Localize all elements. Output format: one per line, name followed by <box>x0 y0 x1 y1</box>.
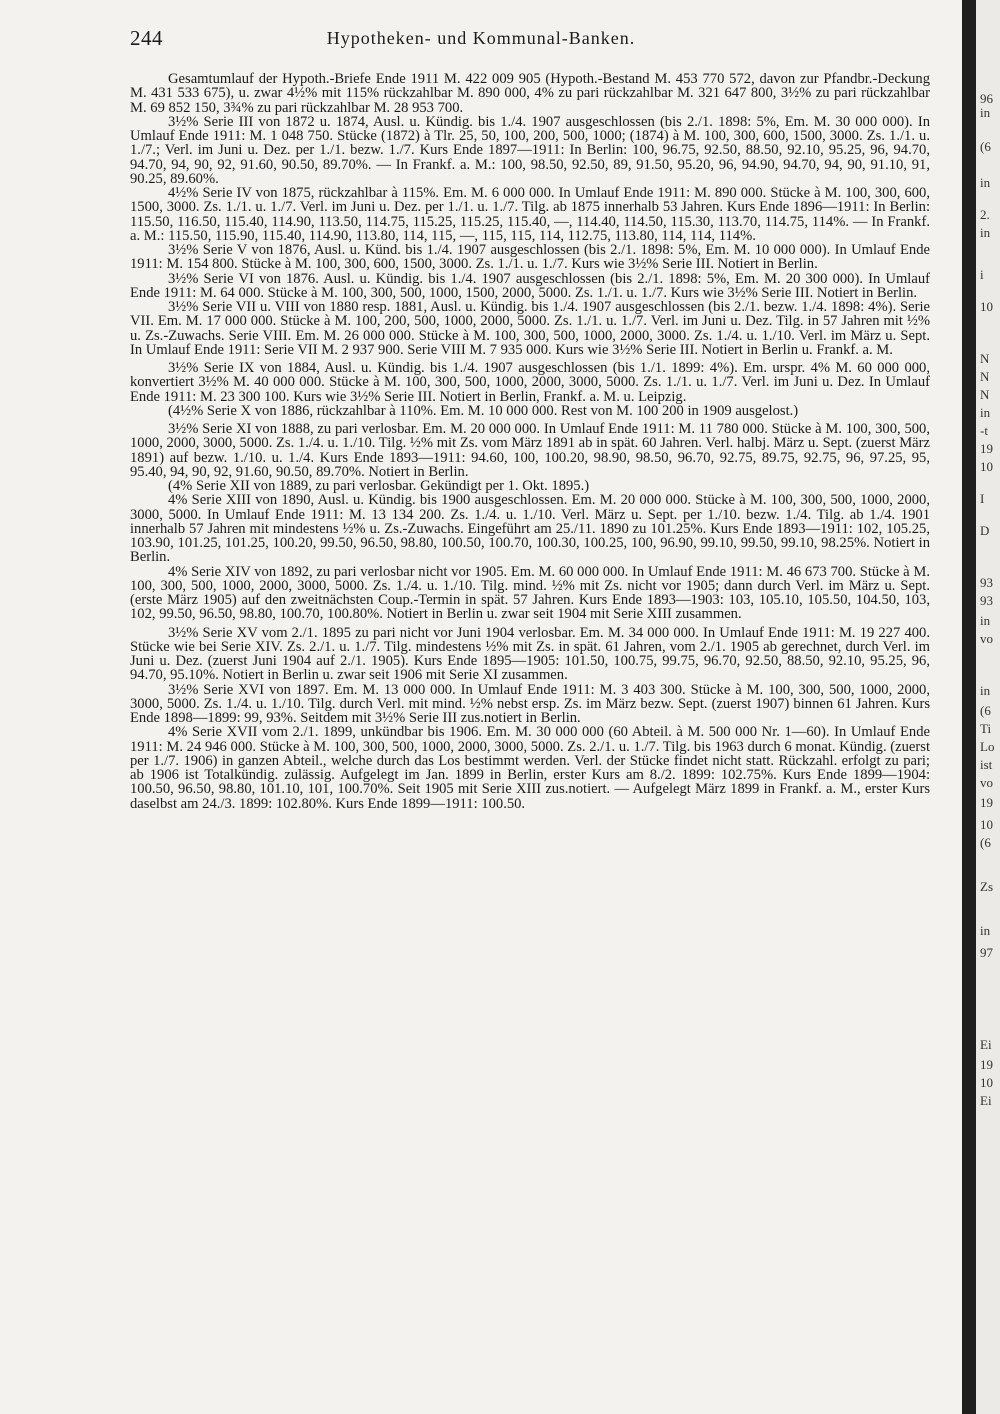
adjacent-page-fragment: Zs <box>980 879 993 894</box>
paragraph-serie-xvi: 3½% Serie XVI von 1897. Em. M. 13 000 000. In Umlauf Ende 1911: M. 3 403 300. Stücke à M. 100, 300, 500, 1000, 2000, 3000, 5000. Zs. 1./4. u. 1./10. Tilg. durch Verl. mit mind. ½% nebst ersp. Zs. im März bezw. Sept. (zuerst 1907) binnen 61 Jahren. Kurs Ende 1898—1899: 99, 93%. Seitdem mit 3½% Serie III zus.notiert in Berlin. <box>130 681 930 726</box>
adjacent-page-fragment: in <box>980 105 991 120</box>
adjacent-page-fragment: (6 <box>980 139 991 154</box>
page-number: 244 <box>130 26 163 50</box>
adjacent-page-fragment: N <box>980 387 990 402</box>
adjacent-page-fragment: 2. <box>980 207 990 222</box>
paragraph-serie-xv: 3½% Serie XV vom 2./1. 1895 zu pari nicht vor Juni 1904 verlosbar. Em. M. 34 000 000. In Umlauf Ende 1911: M. 19 227 400. Stücke wie bei Serie XIV. Zs. 2./1. u. 1./7. Tilg. mindestens ½% mit Zs. in spät. 61 Jahren, vom 2./1. 1905 ab gerechnet, durch Verl. im Juni u. Dez. (zuerst Juni 1904 auf 2./1. 1905). Kurs Ende 1895—1905: 101.50, 100.75, 99.75, 96.70, 92.50, 88.50, 92.10, 95.25, 96, 94.70, 95.10%. Notiert in Berlin u. zwar seit 1906 mit Serie XI zusammen. <box>130 624 930 684</box>
adjacent-page-fragment: i <box>980 267 984 282</box>
book-gutter <box>962 0 976 1414</box>
paragraph-serie-xiii: 4% Serie XIII von 1890, Ausl. u. Kündig. bis 1900 ausgeschlossen. Em. M. 20 000 000. Stücke à M. 100, 300, 500, 1000, 2000, 3000, 5000. In Umlauf Ende 1911: M. 13 134 200. Zs. 1./4. u. 1./10. Verl. März u. Sept. per 1./10. bezw. 1./4. Tilg. ab 1./4. 1901 innerhalb 57 Jahren mit mindestens ½% u. Zs.-Zuwachs. Eingeführt am 25./11. 1890 zu 101.25%. Kurs Ende 1893—1911: 102, 105.25, 103.90, 101.25, 101.25, 100.20, 99.50, 96.50, 98.80, 100.50, 100.70, 100.30, 100.25, 100, 96.90, 99.10, 99.50, 99.10, 98.25%. Notiert in Berlin. <box>130 492 930 566</box>
adjacent-page-fragment: 19 <box>980 1057 993 1072</box>
paragraph-serie-xvii: 4% Serie XVII vom 2./1. 1899, unkündbar bis 1906. Em. M. 30 000 000 (60 Abteil. à M. 500 000 Nr. 1—60). In Umlauf Ende 1911: M. 24 946 000. Stücke à M. 100, 300, 500, 1000, 2000, 3000, 5000. Zs. 2./1. u. 1./7. Tilg. bis 1963 durch 6 monat. Kündig. (zuerst per 1./7. 1906) in ganzen Abteil., welche durch das Los bestimmt werden. Verl. der Stücke findet nicht statt. Rückzahl. erfolgt zu pari; ab 1906 ist Totalkündig. zulässig. Aufgelegt im Jan. 1899 in Berlin, erster Kurs am 8./2. 1899: 102.75%. Kurs Ende 1899—1904: 100.50, 96.50, 98.80, 101.10, 101, 100.70%. Seit 1905 mit Serie XIII zus.notiert. — Aufgelegt März 1899 in Frankf. a. M., erster Kurs daselbst am 24./3. 1899: 102.80%. Kurs Ende 1899—1911: 100.50. <box>130 724 930 812</box>
adjacent-page-fragment: in <box>980 225 991 240</box>
adjacent-page-fragment: in <box>980 683 991 698</box>
adjacent-page-fragment: 10 <box>980 817 993 832</box>
adjacent-page-fragment: ist <box>980 757 993 772</box>
paragraph-total-circulation: Gesamtumlauf der Hypoth.-Briefe Ende 1911 M. 422 009 905 (Hypoth.-Bestand M. 453 770 572, davon zur Pfandbr.-Deckung M. 431 533 675), u. zwar 4½% mit 115% rückzahlbar M. 890 000, 4% zu pari rückzahlbar M. 321 647 800, 3½% zu pari rückzahlbar M. 69 852 150, 3¾% zu pari rückzahlbar M. 28 953 700. <box>130 71 930 116</box>
paragraph-serie-iii: 3½% Serie III von 1872 u. 1874, Ausl. u. Kündig. bis 1./4. 1907 ausgeschlossen (bis 2./1. 1898: 5%, Em. M. 30 000 000). In Umlauf Ende 1911: M. 1 048 750. Stücke (1872) à Tlr. 25, 50, 100, 200, 500, 1000; (1874) à M. 100, 300, 600, 1500, 3000. Zs. 1./1. u. 1./7.; Verl. im Juni u. Dez. per 1./1. bezw. 1./7. Kurs Ende 1897—1911: In Berlin: 100, 96.75, 92.50, 88.50, 92.10, 95.25, 96, 94.70, 94.70, 94, 90, 92, 91.60, 90.50, 89.70%. — In Frankf. a. M.: 100, 98.50, 92.50, 89, 91.50, 95.20, 96, 94.90, 94.70, 94, 90, 91.10, 91, 90.25, 89.60%. <box>130 113 930 187</box>
adjacent-page-fragment: vo <box>980 775 993 790</box>
adjacent-page-fragment: -t <box>980 423 988 438</box>
adjacent-page-fragment: I <box>980 491 985 506</box>
adjacent-page-fragment: 10 <box>980 459 993 474</box>
body-text <box>130 72 930 811</box>
adjacent-page-fragment: 93 <box>980 593 993 608</box>
adjacent-page-fragment: 19 <box>980 441 993 456</box>
adjacent-page-fragment: Lo <box>980 739 995 754</box>
adjacent-page-fragment: 19 <box>980 795 993 810</box>
adjacent-page-fragment: vo <box>980 631 993 646</box>
paragraph-serie-ix: 3½% Serie IX von 1884, Ausl. u. Kündig. bis 1./4. 1907 ausgeschlossen (bis 1./1. 1899: 4%). Em. urspr. 4% M. 60 000 000, konvertiert 3½% M. 40 000 000. Stücke à M. 100, 300, 500, 1000, 2000, 3000, 5000. Zs. 1./1. u. 1./7. Verl. im Juni u. Dez. In Umlauf Ende 1911: M. 23 300 100. Kurs wie 3½% Serie III. Notiert in Berlin, Frankf. a. M. u. Leipzig. <box>130 360 930 405</box>
paragraph-serie-vii-viii: 3½% Serie VII u. VIII von 1880 resp. 1881, Ausl. u. Kündig. bis 1./4. 1907 ausgeschlossen (bis 2./1. bezw. 1./4. 1898: 4%). Serie VII. Em. M. 17 000 000. Stücke à M. 100, 200, 500, 1000, 2000, 5000. Zs. 1./1. u. 1./7. Verl. im Juni u. Dez. Tilg. in 57 Jahren mit ½% u. Zs.-Zuwachs. Serie VIII. Em. M. 26 000 000. Stücke à M. 100, 300, 500, 1000, 2000, 3000. Zs. 1./4. u. 1./10. Verl. im März u. Sept. In Umlauf Ende 1911: Serie VII M. 2 937 900. Serie VIII M. 7 935 000. Kurs wie 3½% Serie III. Notiert in Berlin u. Frankf. a. M. <box>130 299 930 358</box>
adjacent-page-fragment: in <box>980 175 991 190</box>
adjacent-page-fragment: Ei <box>980 1037 992 1052</box>
paragraph-serie-x: (4½% Serie X von 1886, rückzahlbar à 110%. Em. M. 10 000 000. Rest von M. 100 200 in 1909 ausgelost.) <box>168 402 799 419</box>
adjacent-page-fragment: N <box>980 369 990 384</box>
adjacent-page-fragment: (6 <box>980 835 991 850</box>
adjacent-page-fragment: D <box>980 523 990 538</box>
paragraph-serie-xiv: 4% Serie XIV von 1892, zu pari verlosbar nicht vor 1905. Em. M. 60 000 000. In Umlauf Ende 1911: M. 46 673 700. Stücke à M. 100, 300, 500, 1000, 2000, 3000, 5000. Zs. 1./4. u. 1./10. Tilg. mind. ½% mit Zs. nicht vor 1905; dann durch Verl. im März u. Sept. (erste März 1905) auf den zweitnächsten Coup.-Termin in spät. 57 Jahren. Kurs Ende 1893—1903: 103, 105.10, 105.50, 104.50, 103, 102, 99.50, 96.50, 98.80, 100.70, 100.80%. Notiert in Berlin u. zwar seit 1904 mit Serie XIII zusammen. <box>130 563 930 623</box>
adjacent-page-fragment: in <box>980 405 991 420</box>
paragraph-serie-v: 3½% Serie V von 1876, Ausl. u. Künd. bis 1./4. 1907 ausgeschlossen (bis 2./1. 1898: 5%, Em. M. 10 000 000). In Umlauf Ende 1911: M. 154 800. Stücke à M. 100, 300, 600, 1500, 3000. Zs. 1./1. u. 1./7. Kurs wie 3½% Serie III. Notiert in Berlin. <box>130 242 930 273</box>
paragraph-serie-xii: (4% Serie XII von 1889, zu pari verlosbar. Gekündigt per 1. Okt. 1895.) <box>168 478 590 494</box>
adjacent-page-fragment: Ti <box>980 721 992 736</box>
adjacent-page-fragment: (6 <box>980 703 991 718</box>
adjacent-page-fragment: Ei <box>980 1093 992 1108</box>
paragraph-serie-vi: 3½% Serie VI von 1876. Ausl. u. Kündig. bis 1./4. 1907 ausgeschlossen (bis 2./1. 1898: 5%, Em. M. 20 300 000). In Umlauf Ende 1911: M. 64 000. Stücke à M. 100, 300, 500, 1000, 1500, 2000, 5000. Zs. 1./1. u. 1./7. Kurs wie 3½% Serie III. Notiert in Berlin. <box>130 270 930 301</box>
adjacent-page-fragment: N <box>980 351 990 366</box>
running-head: Hypotheken- und Kommunal-Banken. <box>326 28 636 48</box>
adjacent-page-fragment: in <box>980 923 991 938</box>
adjacent-page-fragment: 10 <box>980 1075 993 1090</box>
adjacent-page-edge <box>976 0 1000 1414</box>
adjacent-page-fragment: in <box>980 613 991 628</box>
adjacent-page-fragment: 93 <box>980 575 993 590</box>
paragraph-serie-xi: 3½% Serie XI von 1888, zu pari verlosbar. Em. M. 20 000 000. In Umlauf Ende 1911: M. 11 780 000. Stücke à M. 100, 300, 500, 1000, 2000, 3000, 5000. Zs. 1./4. u. 1./10. Tilg. ½% mit Zs. vom März 1891 ab in spät. 60 Jahren. Verl. halbj. März u. Sept. (zuerst März 1891) auf bezw. 1./10. u. 1./4. Kurs Ende 1893—1911: 94.60, 100, 100.20, 98.90, 98.50, 96.70, 92.75, 89.75, 92.75, 96, 97.25, 95, 95.40, 94, 90, 92, 91.60, 90.50, 89.70%. Notiert in Berlin. <box>130 421 930 480</box>
paragraph-serie-iv: 4½% Serie IV von 1875, rückzahlbar à 115%. Em. M. 6 000 000. In Umlauf Ende 1911: M. 890 000. Stücke à M. 100, 300, 600, 1500, 3000. Zs. 1./1. u. 1./7. Verl. im Juni u. Dez. per 1./1. u. 1./7. Tilg. ab 1875 innerhalb 53 Jahren. Kurs Ende 1896—1911: In Berlin: 115.50, 116.50, 115.40, 114.90, 113.50, 114.75, 115.25, 115.25, 115.40, —, 114.40, 114.50, 115.30, 113.70, 114.75, 114%. — In Frankf. a. M.: 115.50, 115.90, 115.40, 114.90, 113.80, 114, 115, —, 115, 115, 114, 112.75, 113.80, 114, 114, 114%. <box>130 185 930 244</box>
adjacent-page-fragment: 10 <box>980 299 993 314</box>
adjacent-page-fragment: 96 <box>980 91 993 106</box>
adjacent-page-fragment: 97 <box>980 945 993 960</box>
